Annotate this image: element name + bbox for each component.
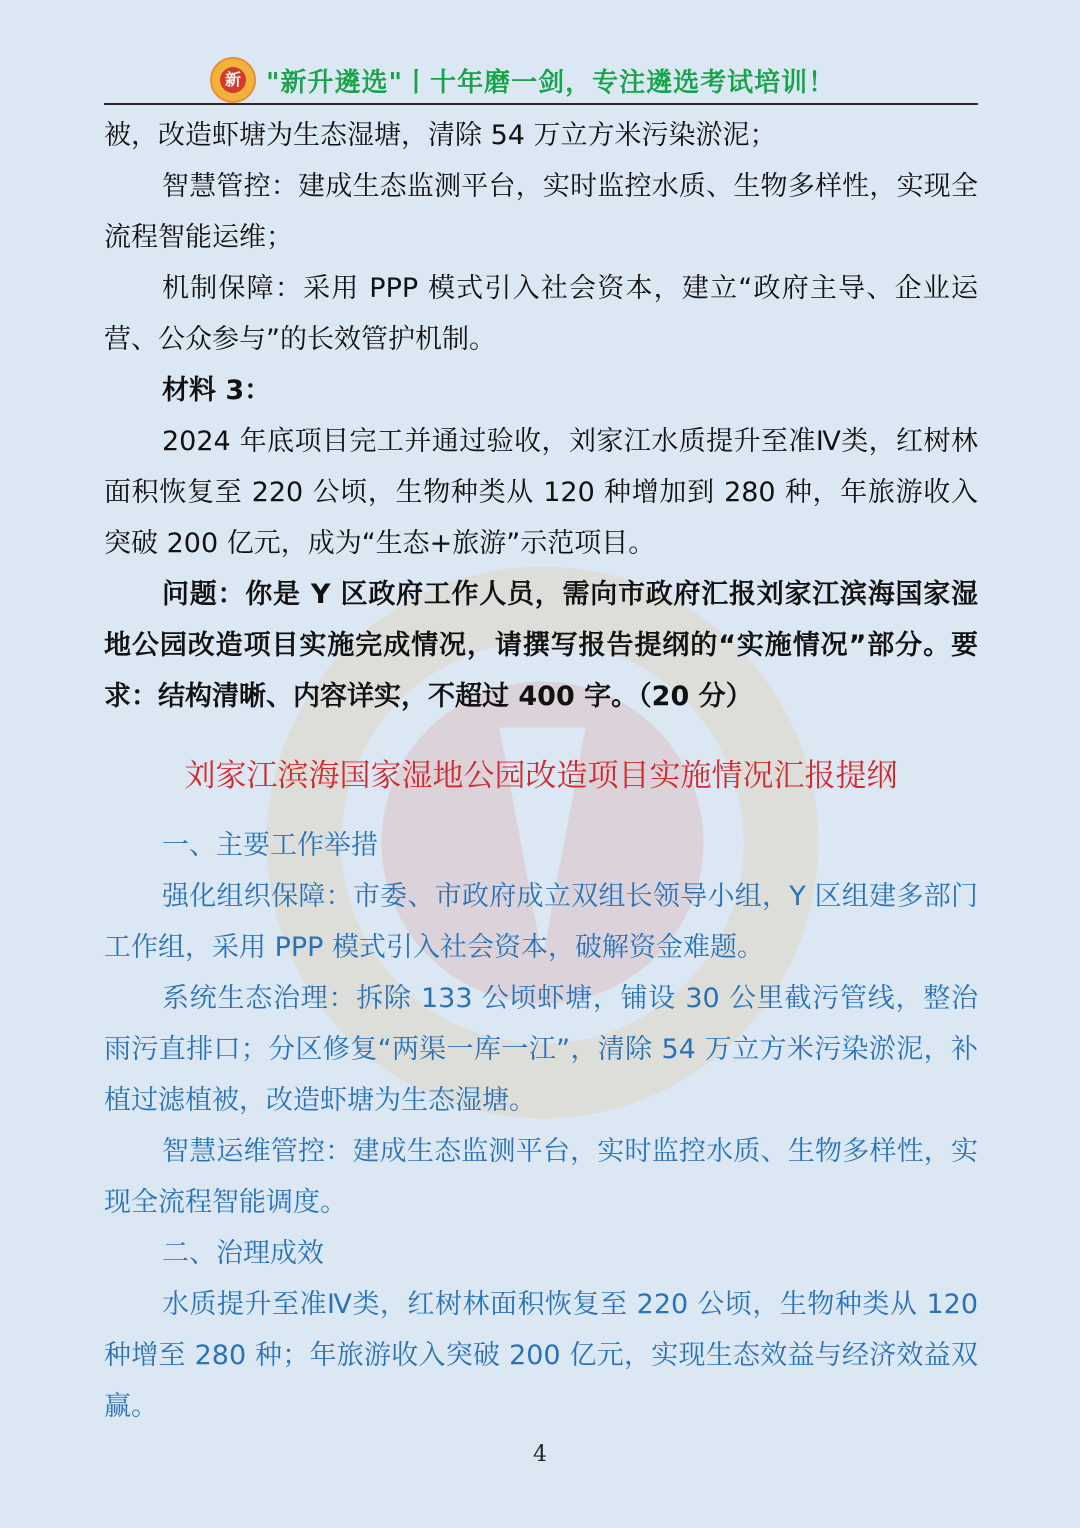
outline-section-heading-1: 一、主要工作举措 bbox=[162, 830, 378, 861]
paragraph-smart-control: 智慧管控：建成生态监测平台，实时监控水质、生物多样性，实现全流程智能运维； bbox=[104, 171, 978, 253]
outline-item-results: 水质提升至准Ⅳ类，红树林面积恢复至 220 公顷，生物种类从 120 种增至 280 种；年旅游收入突破 200 亿元，实现生态效益与经济效益双赢。 bbox=[104, 1289, 978, 1422]
brand-logo-icon bbox=[210, 57, 256, 103]
outline-item-organization: 强化组织保障：市委、市政府成立双组长领导小组，Y 区组建多部门工作组，采用 PPP 模式引入社会资本，破解资金难题。 bbox=[104, 881, 978, 963]
outline-item-smart-operation: 智慧运维管控：建成生态监测平台，实时监控水质、生物多样性，实现全流程智能调度。 bbox=[104, 1136, 978, 1218]
header-slogan: "新升遴选"丨十年磨一剑，专注遴选考试培训！ bbox=[266, 67, 836, 98]
page-header bbox=[210, 56, 835, 104]
question-paragraph: 问题：你是 Y 区政府工作人员，需向市政府汇报刘家江滨海国家湿地公园改造项目实施完成情况，请撰写报告提纲的“实施情况”部分。要求：结构清晰、内容详实，不超过 400 字。（20 分） bbox=[104, 579, 978, 712]
outline-section-heading-2: 二、治理成效 bbox=[162, 1238, 324, 1269]
paragraph-continued: 被，改造虾塘为生态湿塘，清除 54 万立方米污染淤泥； bbox=[104, 120, 777, 151]
document-body bbox=[104, 110, 978, 1432]
brand-logo-mark: 新 bbox=[220, 67, 246, 93]
header-divider bbox=[104, 103, 978, 105]
paragraph-mechanism: 机制保障：采用 PPP 模式引入社会资本，建立“政府主导、企业运营、公众参与”的长效管护机制。 bbox=[104, 273, 978, 355]
outline-title: 刘家江滨海国家湿地公园改造项目实施情况汇报提纲 bbox=[184, 758, 898, 794]
outline-item-ecological-governance: 系统生态治理：拆除 133 公顷虾塘，铺设 30 公里截污管线，整治雨污直排口；分区修复“两渠一库一江”，清除 54 万立方米污染淤泥，补植过滤植被，改造虾塘为生态湿塘。 bbox=[104, 983, 978, 1116]
page-number: 4 bbox=[533, 1442, 547, 1467]
material-heading: 材料 3： bbox=[162, 375, 272, 406]
paragraph-material-3: 2024 年底项目完工并通过验收，刘家江水质提升至准Ⅳ类，红树林面积恢复至 220 公顷，生物种类从 120 种增加到 280 种，年旅游收入突破 200 亿元，成为“生态+旅游”示范项目。 bbox=[104, 426, 978, 559]
